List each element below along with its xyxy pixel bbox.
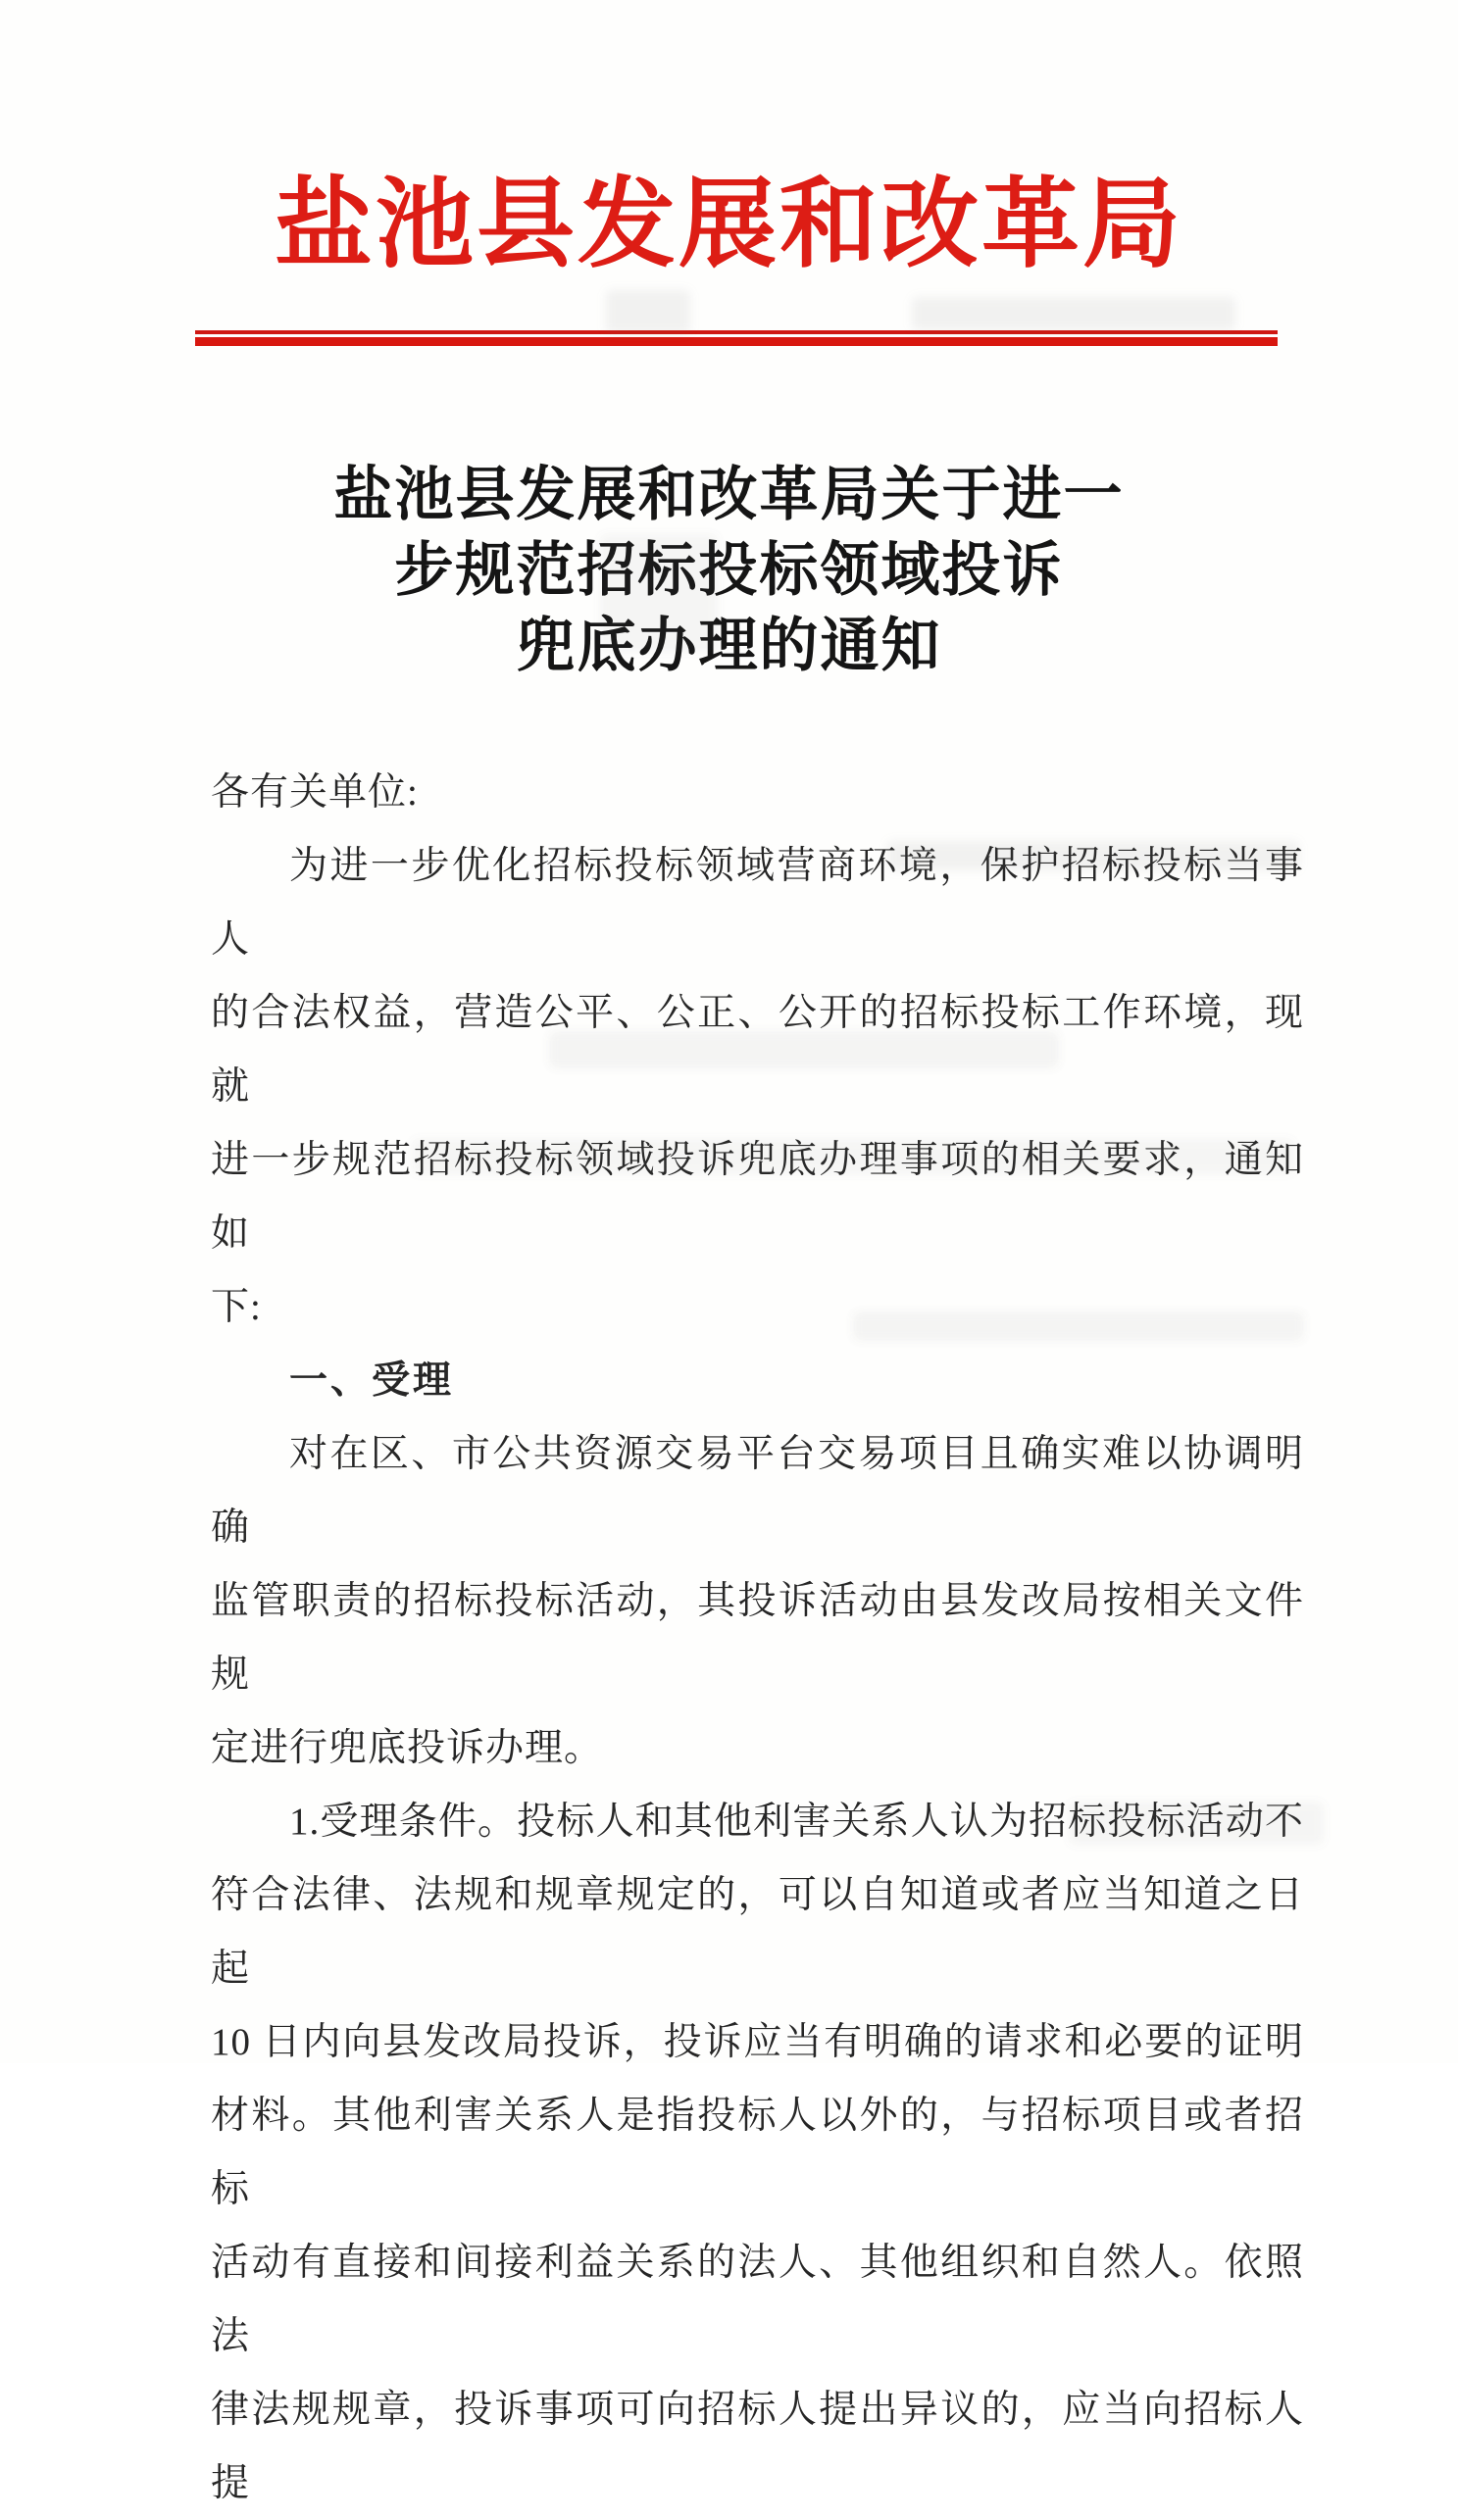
body-line: 1.受理条件。投标人和其他利害关系人认为招标投标活动不 (289, 1801, 1304, 1843)
body-line: 监管职责的招标投标活动，其投诉活动由县发改局按相关文件规 (211, 1580, 1304, 1696)
bleedthrough-smudge (606, 290, 690, 333)
bleedthrough-smudge (912, 297, 1235, 330)
letterhead-agency-name: 盐池县发展和改革局 (275, 171, 1183, 279)
body-line: 对在区、市公共资源交易平台交易项目且确实难以协调明确 (211, 1433, 1304, 1549)
body-line: 活动有直接和间接利益关系的法人、其他组织和自然人。依照法 (211, 2242, 1304, 2357)
document-title-line: 盐池县发展和改革局关于进一 (333, 463, 1125, 527)
body-line: 下: (211, 1286, 262, 1328)
document-body (211, 756, 1304, 2520)
document-title (0, 458, 1458, 684)
body-line: 的合法权益，营造公平、公正、公开的招标投标工作环境，现就 (211, 992, 1304, 1108)
body-line: 材料。其他利害关系人是指投标人以外的，与招标项目或者招标 (211, 2095, 1304, 2210)
body-line: 符合法律、法规和规章规定的，可以自知道或者应当知道之日起 (211, 1874, 1304, 1990)
red-rule-thick-line (195, 337, 1278, 346)
body-line: 进一步规范招标投标领域投诉兜底办理事项的相关要求，通知如 (211, 1139, 1304, 1255)
body-line: 律法规规章，投诉事项可向招标人提出异议的，应当向招标人提 (211, 2389, 1304, 2504)
body-line: 10 日内向县发改局投诉，投诉应当有明确的请求和必要的证明 (211, 2021, 1304, 2063)
body-line: 为进一步优化招标投标领域营商环境，保护招标投标当事人 (211, 845, 1304, 961)
section-heading: 一、受理 (289, 1359, 455, 1402)
salutation-line: 各有关单位: (211, 771, 419, 814)
document-title-line: 兜底办理的通知 (516, 614, 942, 678)
body-line: 定进行兜底投诉办理。 (211, 1727, 604, 1769)
red-double-rule (195, 330, 1278, 346)
red-rule-thin-line (195, 330, 1278, 334)
document-title-line: 步规范招标投标领域投诉 (394, 538, 1064, 603)
